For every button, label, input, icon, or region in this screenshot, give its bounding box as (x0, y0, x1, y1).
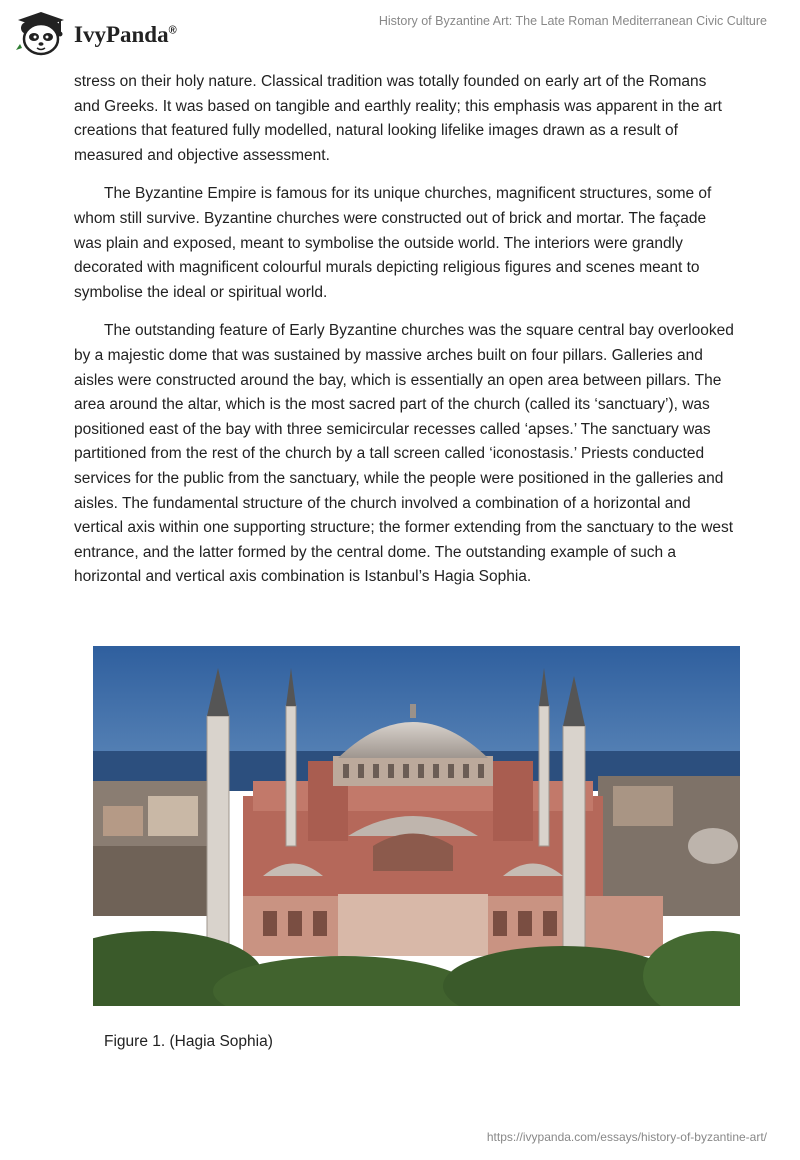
brand-name: IvyPanda® (74, 22, 177, 47)
hagia-sophia-photo (93, 646, 740, 1006)
page-header (0, 0, 800, 70)
document-title: History of Byzantine Art: The Late Roman Mediterranean Civic Culture (378, 14, 767, 28)
panda-graduate-icon (14, 10, 68, 56)
paragraph-3: The outstanding feature of Early Byzantine churches was the square central bay overlooked by a majestic dome that was sustained by massive arches built on four pillars. Galleries and aisles were constructed around the bay, which is essentially an open area between pillars. The area around the altar, which is the most sacred part of the church (called its ‘sanctuary’), was positioned east of the bay with three semicircular recesses called ‘apses.’ The sanctuary was partitioned from the rest of the church by a tall screen called ‘iconostasis.’ Priests conducted services for the public from the sanctuary, while the people were positioned in the galleries and aisles. The fundamental structure of the church involved a combination of a horizontal and vertical axis within one supporting structure; the former extending from the sanctuary to the west entrance, and the latter formed by the central dome. The outstanding example of such a horizontal and vertical axis combination is Istanbul’s Hagia Sophia. (74, 322, 734, 586)
brand-logo[interactable] (14, 10, 177, 56)
source-url[interactable]: https://ivypanda.com/essays/history-of-byzantine-art/ (486, 1130, 767, 1144)
essay-body (74, 70, 734, 604)
figure-caption: Figure 1. (Hagia Sophia) (104, 1033, 273, 1050)
hagia-sophia-illustration (93, 646, 740, 1006)
paragraph-2: The Byzantine Empire is famous for its unique churches, magnificent structures, some of whom still survive. Byzantine churches were constructed out of brick and mortar. The façade was plain and exposed, meant to symbolise the outside world. The interiors were grandly decorated with magnificent colourful murals depicting religious figures and scenes meant to symbolise the ideal or spiritual world. (74, 185, 712, 301)
paragraph-1: stress on their holy nature. Classical tradition was totally founded on early art of the Romans and Greeks. It was based on tangible and earthly reality; this emphasis was apparent in the art creations that featured fully modelled, natural looking lifelike images drawn as a result of measured and objective assessment. (74, 73, 722, 164)
